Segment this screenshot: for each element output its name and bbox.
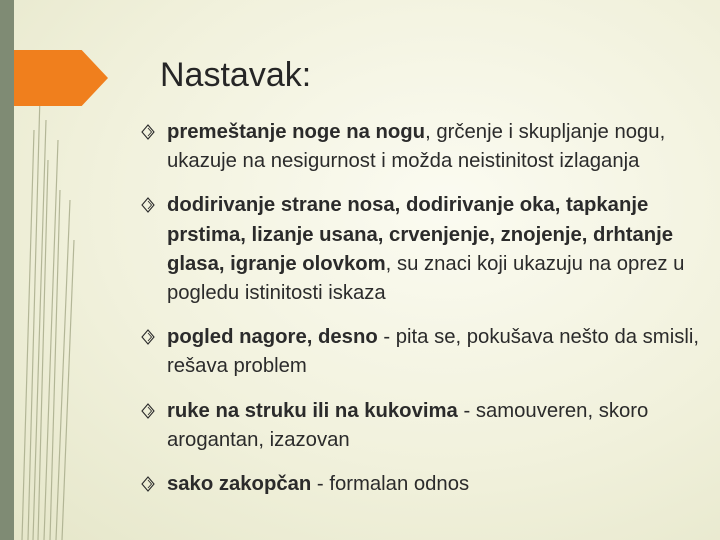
- list-item: [141, 191, 701, 308]
- list-item: [141, 470, 701, 499]
- list-item: [141, 397, 701, 455]
- slide-title: Nastavak:: [160, 56, 312, 94]
- diamond-outline-icon: [141, 124, 155, 140]
- diamond-outline-icon: [141, 476, 155, 492]
- item-key-phrase: ruke na struku ili na kukovima: [167, 399, 458, 422]
- diamond-outline-icon: [141, 403, 155, 419]
- item-description: , grčenje i skupljanje nogu, ukazuje na nesigurnost i možda neistinitost izlaganja: [167, 121, 666, 173]
- list-item: [141, 118, 701, 176]
- bullet-list: [141, 118, 701, 514]
- list-item: [141, 323, 701, 381]
- item-key-phrase: premeštanje noge na nogu: [167, 121, 426, 143]
- item-description: , su znaci koji ukazuju na oprez u pogledu istinitosti iskaza: [167, 252, 685, 305]
- item-description: - samouveren, skoro arogantan, izazovan: [167, 399, 649, 451]
- item-description: - formalan odnos: [311, 473, 470, 496]
- diamond-outline-icon: [141, 329, 155, 345]
- diamond-outline-icon: [141, 197, 155, 213]
- item-key-phrase: sako zakopčan: [167, 473, 312, 496]
- item-key-phrase: dodirivanje strane nosa, dodirivanje oka, tapkanje prstima, lizanje usana, crvenjenje, znojenje, drhtanje glasa, igranje olovkom: [167, 194, 674, 275]
- item-key-phrase: pogled nagore, desno: [167, 326, 378, 349]
- item-description: - pita se, pokušava nešto da smisli, rešava problem: [167, 326, 699, 378]
